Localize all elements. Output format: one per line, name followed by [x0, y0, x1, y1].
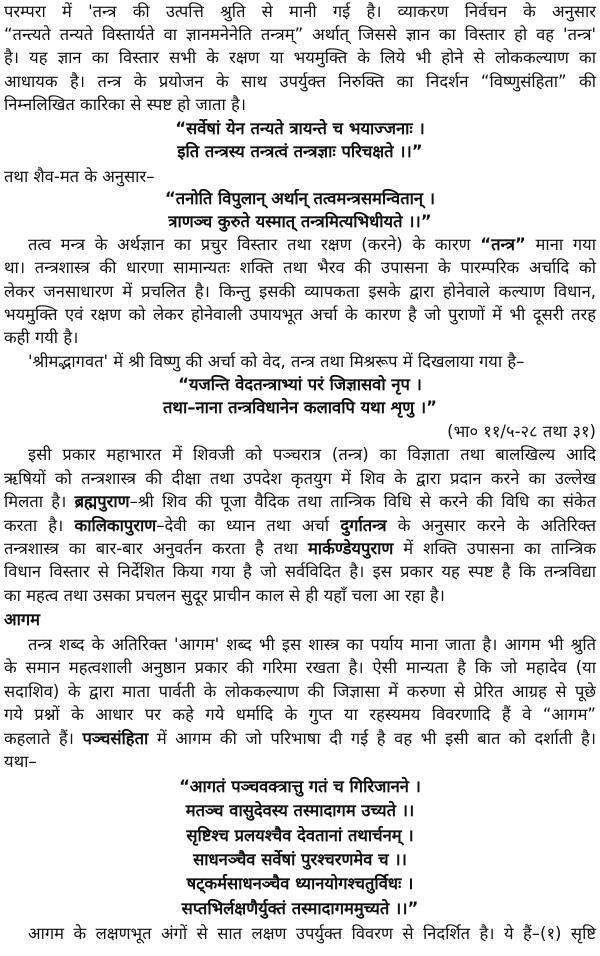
text-line — [28, 634, 596, 656]
text-segment: तत्व मन्त्र के अर्थज्ञान का प्रचुर विस्तार तथा रक्षण (करने) के कारण — [28, 235, 481, 254]
bold-term: ब्रह्मपुराण — [74, 492, 130, 511]
text-line — [4, 515, 596, 537]
text-line — [4, 47, 596, 69]
text-line — [4, 166, 596, 188]
text-segment: निम्नलिखित कारिका से स्पष्ट हो जाता है। — [4, 95, 246, 114]
text-segment: यथा– — [4, 752, 37, 771]
text-segment: “तन्त्यते तन्यते विस्तार्यते वा ज्ञानमनेनेति तन्त्रम्” अर्थात् जिससे ज्ञान का विस्तार हो वह 'तन्त्र' — [4, 25, 596, 44]
verse-line — [4, 825, 596, 847]
verse-line — [4, 898, 596, 920]
verse-line — [4, 873, 596, 895]
verse-line — [4, 188, 596, 210]
text-segment: साधनञ्चैव सर्वेषां पुरश्चरणमेव च ।। — [193, 850, 407, 869]
text-line — [4, 468, 596, 490]
text-segment: परम्परा में 'तन्त्र की उत्पत्ति श्रुति से मानी गई है। व्याकरण निर्वचन के अनुसार — [4, 2, 596, 21]
text-segment: मिलता है। — [4, 492, 75, 511]
text-segment: का महत्व तथा उसका प्रचलन सुदूर प्राचीन काल से ही यहाँ चला आ रहा है। — [4, 586, 445, 605]
text-segment: है। यह ज्ञान का विस्तार सभी के रक्षण या भयमुक्ति के लिये भी होने से लोककल्याण का — [4, 48, 596, 67]
text-segment: सृष्टिश्च प्रलयश्चैव देवतानां तथार्चनम् । — [186, 826, 414, 845]
text-line — [4, 1, 596, 23]
text-segment: भयमुक्ति एवं रक्षण को लेकर होनेवाली उपायभूत अर्चा के कारण है जो पुराणों में भी दूसरी तरह — [4, 305, 596, 324]
text-line — [4, 257, 596, 279]
verse-line — [4, 118, 596, 140]
text-segment: –श्री शिव की पूजा वैदिक तथा तान्त्रिक विधि से करने की विधि का संकेत — [129, 492, 596, 511]
bold-term: आगम — [4, 610, 41, 629]
text-segment: कहलाते हैं। — [4, 729, 83, 748]
text-segment: इति तन्त्रस्य तन्त्रत्वं तन्त्रज्ञाः परिचक्षते ।।” — [177, 142, 423, 161]
text-segment: “सर्वेषां येन तन्यते त्रायन्ते च भयाज्जनाः । — [175, 119, 425, 138]
text-line — [28, 234, 596, 256]
verse-line — [4, 211, 596, 233]
text-segment: तन्त्र शब्द के अतिरिक्त 'आगम' शब्द भी इस शास्त्र का पर्याय माना जाता है। आगम भी श्रुति — [28, 635, 596, 654]
text-segment: सप्तभिर्लक्षणैर्युक्तं तस्मादागममुच्यते ।।” — [181, 899, 419, 918]
text-segment: इसी प्रकार महाभारत में शिवजी को पञ्चरात्र (तन्त्र) का विज्ञाता तथा बालखिल्य आदि — [28, 445, 596, 464]
text-segment: आधायक है। तन्त्र के प्रयोजन के साथ उपर्युक्त निरुक्ति का निदर्शन “विष्णुसंहिता” की — [4, 72, 596, 91]
text-segment: विधान विस्तार से निर्देशित किया गया है जो सर्वविदित है। इस प्रकार यह स्पष्ट है कि तन्त्रविद्या — [4, 562, 596, 581]
text-line — [4, 491, 596, 513]
text-segment: –देवी का ध्यान तथा अर्चा — [156, 516, 341, 535]
text-segment: आगम के लक्षणभूत अंगों से सात लक्षण उपर्युक्त विवरण से निदर्शित है। ये हैं–(१) सृष्टि — [28, 924, 596, 943]
verse-line — [4, 374, 596, 396]
text-segment: (भा० ११/५-२८ तथा ३१) — [447, 422, 596, 441]
verse-line — [4, 849, 596, 871]
text-segment: के समान महत्वशाली अनुष्ठान प्रकार की गरिमा रखता है। ऐसी मान्यता है कि जो महादेव (या — [4, 658, 596, 677]
text-line — [4, 561, 596, 583]
text-line — [4, 94, 596, 116]
text-line — [4, 24, 596, 46]
text-line — [4, 704, 596, 726]
verse-line — [4, 800, 596, 822]
text-segment: तन्त्रशास्त्र का बार-बार अनुवर्तन करता है तथा — [4, 539, 308, 558]
text-segment: में आगम की जो परिभाषा दी गई है वह भी इसी बात को दर्शाती है। — [148, 729, 596, 748]
text-segment: में शक्ति उपासना का तान्त्रिक — [393, 539, 596, 558]
text-segment: सदाशिव) के द्वारा माता पार्वती के लोककल्याण की जिज्ञासा में करुणा से प्रेरित आग्रह से पूछे — [4, 682, 596, 701]
text-segment: मतञ्च वासुदेवस्य तस्मादागम उच्यते ।। — [185, 801, 415, 820]
text-line — [28, 923, 596, 945]
text-segment: के अनुसार करने के अतिरिक्त — [386, 516, 596, 535]
text-segment: “तनोति विपुलान् अर्थान् तत्वमन्त्रसमन्वितान् । — [164, 189, 436, 208]
text-segment: तथा–नाना तन्त्रविधानेन कलावपि यथा शृणु ।” — [163, 398, 437, 417]
text-line — [4, 657, 596, 679]
text-segment: 'श्रीमद्भागवत' में श्री विष्णु की अर्चा को वेद, तन्त्र तथा मिश्ररूप में दिखलाया गया है– — [28, 352, 525, 371]
text-line — [4, 585, 596, 607]
bold-term: मार्कण्डेयपुराण — [307, 539, 394, 558]
text-segment: माना गया — [525, 235, 596, 254]
text-segment: लेकर जनसाधारण में प्रचलित है। किन्तु इसकी व्यापकता इसके द्वारा होनेवाले कल्याण विधान, — [4, 282, 596, 301]
bold-term: दुर्गातन्त्र — [340, 516, 387, 535]
text-segment: “आगतं पञ्चवक्त्रात्तु गतं च गिरिजानने । — [179, 777, 421, 796]
text-segment: “यजन्ति वेदतन्त्राभ्यां परं जिज्ञासवो नृप । — [178, 375, 422, 394]
text-segment: त्राणञ्च कुरुते यस्मात् तन्त्रमित्यभिधीयते ।।” — [168, 212, 432, 231]
verse-line — [4, 776, 596, 798]
text-segment: था। तन्त्रशास्त्र की धारणा सामान्यतः शक्ति तथा भैरव की उपासना के पारम्परिक अर्चादि को — [4, 258, 596, 277]
text-line — [4, 327, 596, 349]
text-segment: तथा शैव-मत के अनुसार– — [4, 167, 155, 186]
verse-line — [4, 397, 596, 419]
text-line — [4, 681, 596, 703]
text-line — [4, 751, 596, 773]
verse-line — [4, 141, 596, 163]
bold-term: कालिकापुराण — [74, 516, 157, 535]
text-segment: ऋषियों को तन्त्रशास्त्र की दीक्षा तथा उपदेश कृतयुग में शिव के द्वारा प्रदान करने का उल्लेख — [4, 469, 596, 488]
text-segment: गये प्रश्नों के आधार पर कहे गये धर्मादि के गुप्त या रहस्यमय विवरणादि हैं वे “आगम” — [4, 705, 596, 724]
text-line — [4, 728, 596, 750]
text-segment: कही गयी है। — [4, 328, 79, 347]
citation — [4, 421, 596, 443]
text-line — [4, 609, 596, 631]
text-segment: षट्कर्मसाधनञ्चैव ध्यानयोगश्चतुर्विधः । — [186, 874, 414, 893]
bold-term: “तन्त्र” — [480, 235, 526, 254]
text-segment: करता है। — [4, 516, 75, 535]
text-line — [28, 444, 596, 466]
text-line — [28, 351, 596, 373]
bold-term: पञ्चसंहिता — [82, 729, 149, 748]
text-line — [4, 538, 596, 560]
text-line — [4, 304, 596, 326]
text-line — [4, 281, 596, 303]
text-line — [4, 71, 596, 93]
